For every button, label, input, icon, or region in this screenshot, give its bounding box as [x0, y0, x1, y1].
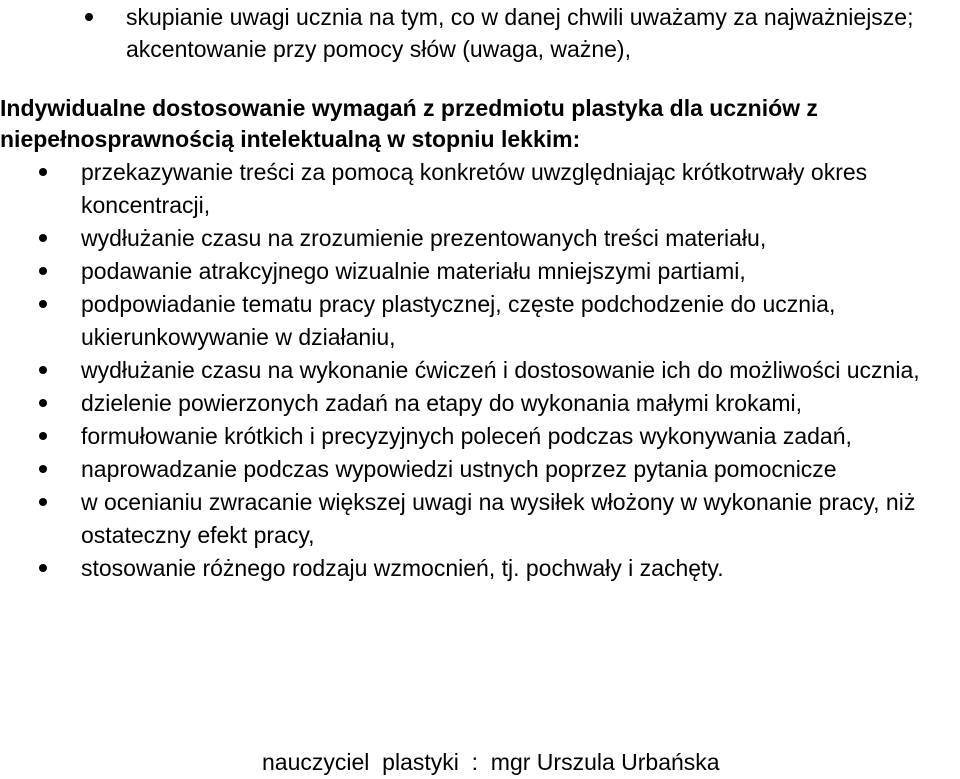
list-item-text: dzielenie powierzonych zadań na etapy do wykonania małymi krokami, — [81, 390, 803, 416]
list-item-text: w ocenianiu zwracanie większej uwagi na wysiłek włożony w wykonanie pracy, niż ostateczny efekt pracy, — [81, 489, 916, 548]
bullet-icon — [85, 13, 93, 21]
bullet-icon — [39, 366, 47, 374]
bullet-icon — [39, 399, 47, 407]
top-bullet-list — [0, 1, 960, 65]
list-item — [0, 156, 960, 222]
bullet-icon — [39, 465, 47, 473]
bullet-icon — [39, 498, 47, 506]
list-item-text: skupianie uwagi ucznia na tym, co w danej chwili uważamy za najważniejsze; akcentowanie przy pomocy słów (uwaga, ważne), — [126, 4, 914, 62]
list-item — [0, 486, 960, 552]
list-item — [0, 354, 960, 387]
list-item — [0, 420, 960, 453]
list-item — [0, 222, 960, 255]
list-item-text: wydłużanie czasu na wykonanie ćwiczeń i dostosowanie ich do możliwości ucznia, — [81, 357, 920, 383]
list-item — [0, 552, 960, 585]
main-bullet-list — [0, 156, 960, 585]
bullet-icon — [39, 267, 47, 275]
bullet-icon — [39, 300, 47, 308]
list-item-text: podawanie atrakcyjnego wizualnie materiału mniejszymi partiami, — [81, 258, 746, 284]
signature-line: nauczyciel plastyki : mgr Urszula Urbańska — [262, 749, 720, 775]
list-item — [0, 288, 960, 354]
section-heading: Indywidualne dostosowanie wymagań z przedmiotu plastyka dla uczniów z niepełnosprawnością intelektualną w stopniu lekkim: — [0, 95, 818, 152]
list-item-text: formułowanie krótkich i precyzyjnych poleceń podczas wykonywania zadań, — [81, 423, 852, 449]
list-item-text: przekazywanie treści za pomocą konkretów uwzględniając krótkotrwały okres koncentracji, — [81, 159, 868, 218]
list-item — [0, 255, 960, 288]
bullet-icon — [39, 234, 47, 242]
list-item-text: naprowadzanie podczas wypowiedzi ustnych poprzez pytania pomocnicze — [81, 456, 837, 482]
list-item — [0, 387, 960, 420]
list-item — [0, 1, 960, 65]
list-item-text: stosowanie różnego rodzaju wzmocnień, tj. pochwały i zachęty. — [81, 555, 724, 581]
list-item — [0, 453, 960, 486]
list-item-text: podpowiadanie tematu pracy plastycznej, częste podchodzenie do ucznia, ukierunkowywanie w działaniu, — [81, 291, 836, 350]
bullet-icon — [39, 432, 47, 440]
bullet-icon — [39, 168, 47, 176]
bullet-icon — [39, 564, 47, 572]
list-item-text: wydłużanie czasu na zrozumienie prezentowanych treści materiału, — [81, 225, 767, 251]
